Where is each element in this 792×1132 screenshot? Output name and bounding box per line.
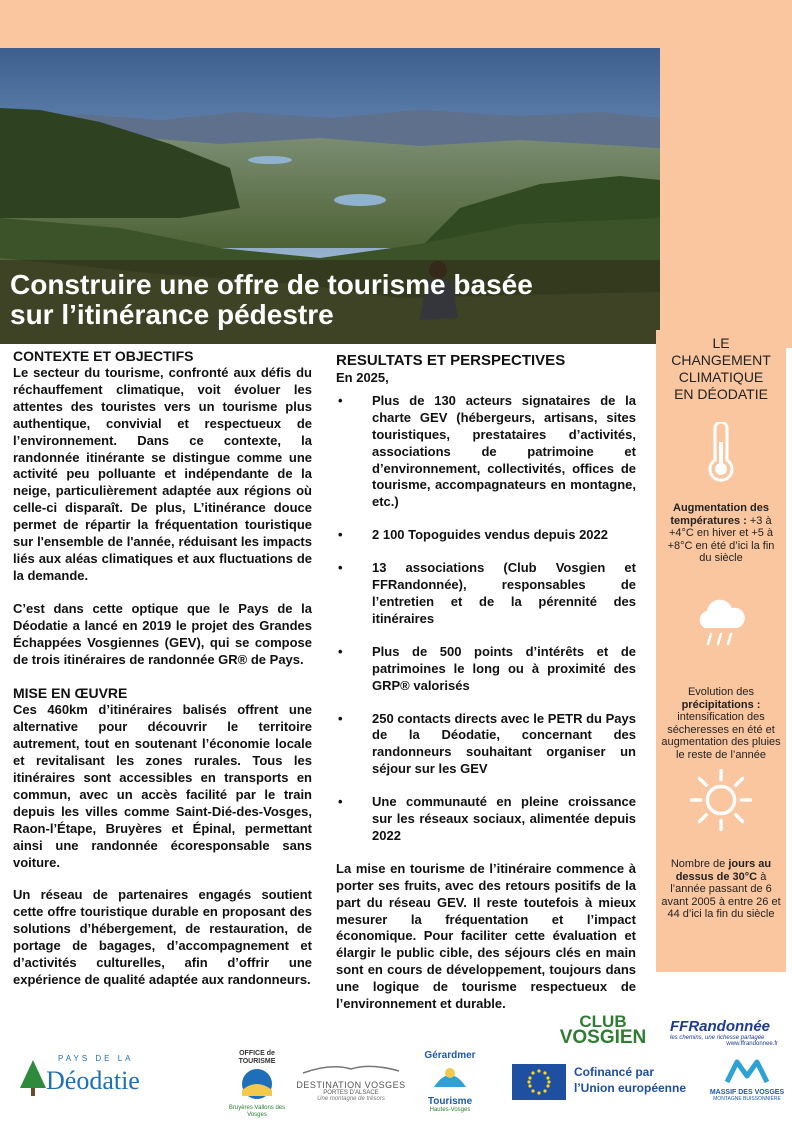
implementation-paragraph-2: Un réseau de partenaires engagés soutient cette offre touristique durable en proposant des solutions d’hébergement, de restauration, de portage de bagages, d’accompagnement et d’activités culturelles, afin d’offrir une expérience de qualité adaptée aux randonneurs. [13, 887, 312, 987]
logo-text: l’Union européenne [574, 1081, 687, 1095]
logo-text: Tourisme [427, 1096, 473, 1107]
rain-cloud-icon [691, 592, 751, 652]
logo-text: Une montagne de trésors [317, 1096, 385, 1102]
sidebar-heading [656, 335, 786, 403]
logo-text: FFRandonnée [670, 1018, 770, 1035]
eu-cofinancing-logo [512, 1062, 702, 1102]
list-item: • Plus de 500 points d’intérêts et de patrimoines le long ou à proximité des GRP® valorisés [336, 644, 636, 695]
logo-text: MONTAGNE BUISSONNIÈRE [713, 1096, 781, 1102]
page-title [10, 270, 650, 330]
logo-text: Cofinancé par [574, 1065, 655, 1079]
sidebar-heading-line: LE [712, 335, 730, 351]
heat-title: jours au dessus de 30°C [675, 858, 772, 883]
page-title-line-1: Construire une offre de tourisme basée [10, 269, 533, 300]
list-item: • 250 contacts directs avec le PETR du Pays de la Déodatie, concernant des randonneurs souhaitant organiser un séjour sur les GEV [336, 711, 636, 779]
climate-sidebar [656, 330, 786, 972]
deodatie-logo [18, 1052, 148, 1106]
context-paragraph-2: C’est dans cette optique que le Pays de la Déodatie a lancé en 2019 le projet des Grandes Échappées Vosgiennes (GEV), qui se compose de trois itinéraires de randonnée GR® de Pays. [13, 600, 312, 667]
implementation-title: MISE EN ŒUVRE [13, 685, 128, 702]
gerardmer-emblem-icon [430, 1061, 470, 1091]
logo-text: Hautes-Vosges [429, 1107, 471, 1113]
logo-text: CLUB [579, 1012, 627, 1031]
sun-icon [687, 766, 755, 834]
office-tourisme-emblem-icon [229, 1066, 285, 1100]
eu-flag-icon [512, 1064, 566, 1100]
temperature-block [660, 502, 782, 565]
logo-text: les chemins, une richesse partagée [670, 1035, 765, 1041]
precipitation-prefix: Evolution des [687, 686, 755, 698]
top-accent-band [0, 0, 792, 48]
hero-photo [0, 48, 660, 344]
ffrandonnee-logo [670, 1018, 782, 1047]
precipitation-block [660, 686, 782, 761]
sidebar-heading-line: EN DÉODATIE [674, 386, 768, 402]
logo-text: DESTINATION VOSGES [296, 1080, 406, 1090]
logo-text: www.ffrandonnee.fr [726, 1041, 778, 1047]
logo-text: Bruyères Vallons des Vosges [228, 1105, 286, 1118]
precipitation-text: intensification des sécheresses en été et augmentation des pluies le reste de l’année [661, 711, 781, 761]
right-column [336, 352, 636, 1013]
list-item: • 13 associations (Club Vosgien et FFRandonnée), responsables de l’entretien et de la pérennité des itinéraires [336, 560, 636, 628]
destination-vosges-logo [296, 1062, 406, 1102]
club-vosgien-logo [556, 1014, 650, 1046]
tree-icon [18, 1058, 48, 1098]
office-tourisme-logo [224, 1050, 290, 1119]
heat-days-block [660, 858, 782, 921]
list-item: • Une communauté en pleine croissance sur les réseaux sociaux, alimentée depuis 2022 [336, 794, 636, 845]
logo-text: Gérardmer [424, 1050, 476, 1061]
logo-text: VOSGIEN [559, 1027, 647, 1048]
thermometer-icon [691, 422, 751, 482]
logo-text: PORTES D'ALSACE [323, 1090, 379, 1096]
results-list [336, 393, 636, 845]
results-title: RESULTATS ET PERSPECTIVES [336, 352, 566, 369]
context-paragraph-1: Le secteur du tourisme, confronté aux défis du réchauffement climatique, voit évoluer les attentes des touristes vers un tourisme plus authentique, convivial et respectueux de l’environnement. Dans ce contexte, la randonnée itinérante se distingue comme une activité peu polluante et indépendante de la neige, particulièrement adaptée aux régions où celle-ci disparaît. De plus, L’itinérance douce permet de répartir la fréquentation touristique sur l'ensemble de l'année, réduisant les impacts liés aux aléas climatiques et aux fluctuations de la demande. [13, 365, 312, 583]
left-column [13, 347, 312, 1005]
temperature-text: +3 à +4°C en hiver et +5 à +8°C en été d’ici la fin du siècle [667, 514, 775, 564]
temperature-title: Augmentation des températures : [670, 502, 769, 527]
mountain-line-icon [301, 1063, 401, 1075]
logo-text: PAYS DE LA [58, 1054, 134, 1063]
sidebar-heading-line: CLIMATIQUE [678, 369, 764, 385]
heat-prefix: Nombre de [670, 858, 726, 870]
logo-text: OFFICE de TOURISME [238, 1050, 276, 1065]
gerardmer-tourisme-logo [414, 1050, 486, 1113]
results-intro: En 2025, [336, 370, 389, 385]
list-item: • Plus de 130 acteurs signataires de la charte GEV (hébergeurs, artisans, sites touristiques, prestataires d’activités, associations de patrimoine et d’environnement, collectivités, offices de tourisme, accompagnateurs en montagne, etc.) [336, 393, 636, 511]
logo-text: MASSIF DES VOSGES [709, 1089, 785, 1096]
logo-text: Déodatie [46, 1066, 140, 1095]
right-accent-band [660, 48, 792, 348]
page-title-line-2: sur l’itinérance pédestre [10, 299, 334, 330]
list-item: • 2 100 Topoguides vendus depuis 2022 [336, 527, 636, 544]
implementation-paragraph-1: Ces 460km d’itinéraires balisés offrent une alternative pour découvrir le territoire autrement, tout en soutenant l’économie locale et revitalisant les zones rurales. Tous les itinéraires sont accessibles en transports en commun, avec un accès facilité par le train depuis les villes comme Saint-Dié-des-Vosges, Raon-l’Étape, Bruyères et Épinal, permettant ainsi une randonnée écoresponsable sans voiture. [13, 702, 312, 870]
precipitation-title: précipitations : [681, 698, 761, 711]
heat-text: à l’année passant de 6 avant 2005 à entre 26 et 44 d’ici la fin du siècle [661, 870, 781, 920]
context-title: CONTEXTE ET OBJECTIFS [13, 348, 194, 364]
massif-m-icon [724, 1058, 770, 1084]
sidebar-heading-line: CHANGEMENT [671, 352, 771, 368]
massif-des-vosges-logo [706, 1058, 788, 1102]
results-conclusion: La mise en tourisme de l’itinéraire commence à porter ses fruits, avec des retours positifs de la part du réseau GEV. Il reste toutefois à mieux mesurer la fréquentation et l’impact économique. Pour faciliter cette évaluation et élargir le public cible, des séjours clés en main sont en cours de développement, toujours dans une logique de tourisme respectueux de l’environnement et durable. [336, 860, 636, 1012]
